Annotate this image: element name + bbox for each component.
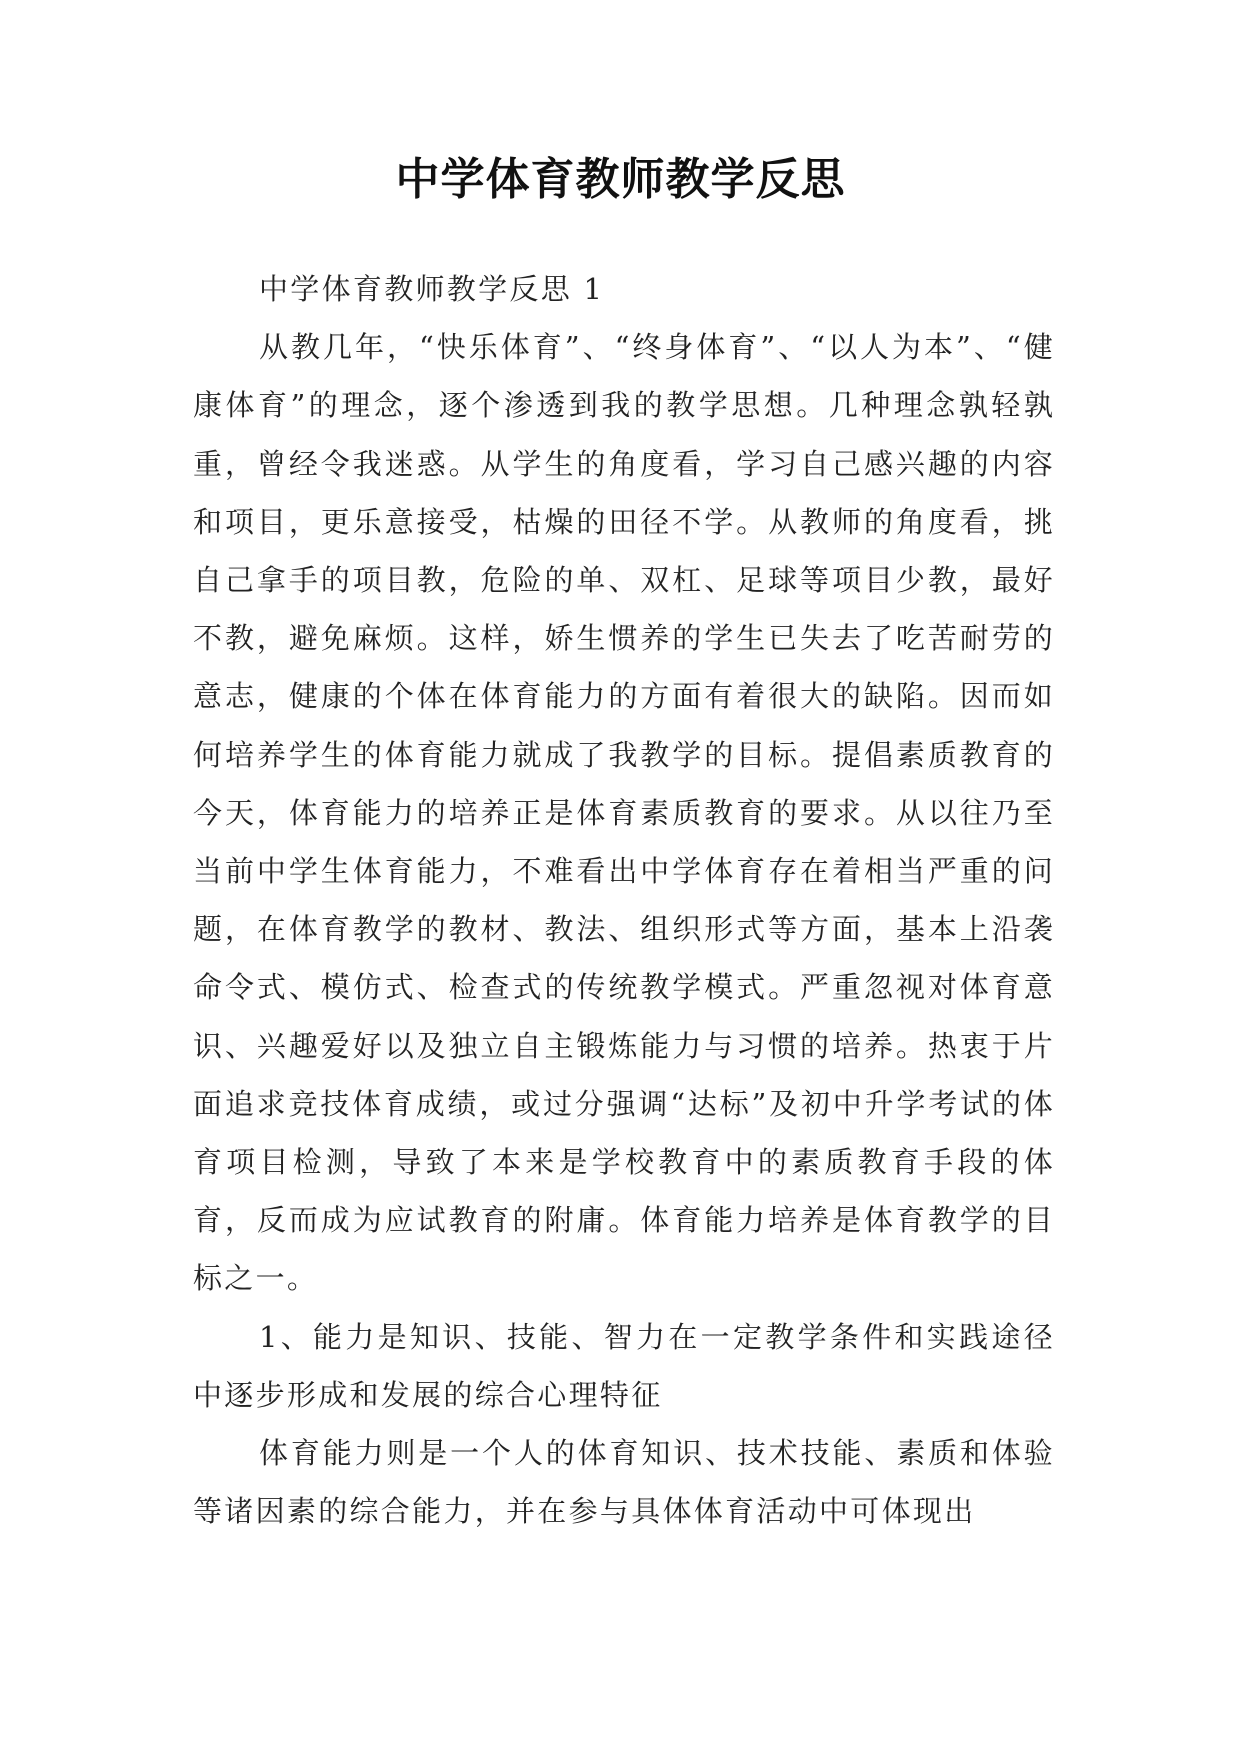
document-body bbox=[193, 260, 1055, 1540]
body-paragraph: 体育能力则是一个人的体育知识、技术技能、素质和体验等诸因素的综合能力，并在参与具体体育活动中可体现出 bbox=[193, 1436, 1055, 1529]
body-paragraph: 1、能力是知识、技能、智力在一定教学条件和实践途径中逐步形成和发展的综合心理特征 bbox=[193, 1319, 1055, 1412]
body-paragraph: 从教几年，“快乐体育”、“终身体育”、“以人为本”、“健康体育”的理念，逐个渗透到我的教学思想。几种理念孰轻孰重，曾经令我迷惑。从学生的角度看，学习自己感兴趣的内容和项目，更乐意接受，枯燥的田径不学。从教师的角度看，挑自己拿手的项目教，危险的单、双杠、足球等项目少教，最好不教，避免麻烦。这样，娇生惯养的学生已失去了吃苦耐劳的意志，健康的个体在体育能力的方面有着很大的缺陷。因而如何培养学生的体育能力就成了我教学的目标。提倡素质教育的今天，体育能力的培养正是体育素质教育的要求。从以往乃至当前中学生体育能力，不难看出中学体育存在着相当严重的问题，在体育教学的教材、教法、组织形式等方面，基本上沿袭命令式、模仿式、检查式的传统教学模式。严重忽视对体育意识、兴趣爱好以及独立自主锻炼能力与习惯的培养。热衷于片面追求竞技体育成绩，或过分强调“达标”及初中升学考试的体育项目检测，导致了本来是学校教育中的素质教育手段的体育，反而成为应试教育的附庸。体育能力培养是体育教学的目标之一。 bbox=[193, 330, 1055, 1296]
section-heading: 中学体育教师教学反思 1 bbox=[259, 272, 605, 306]
document-title: 中学体育教师教学反思 bbox=[395, 154, 846, 205]
